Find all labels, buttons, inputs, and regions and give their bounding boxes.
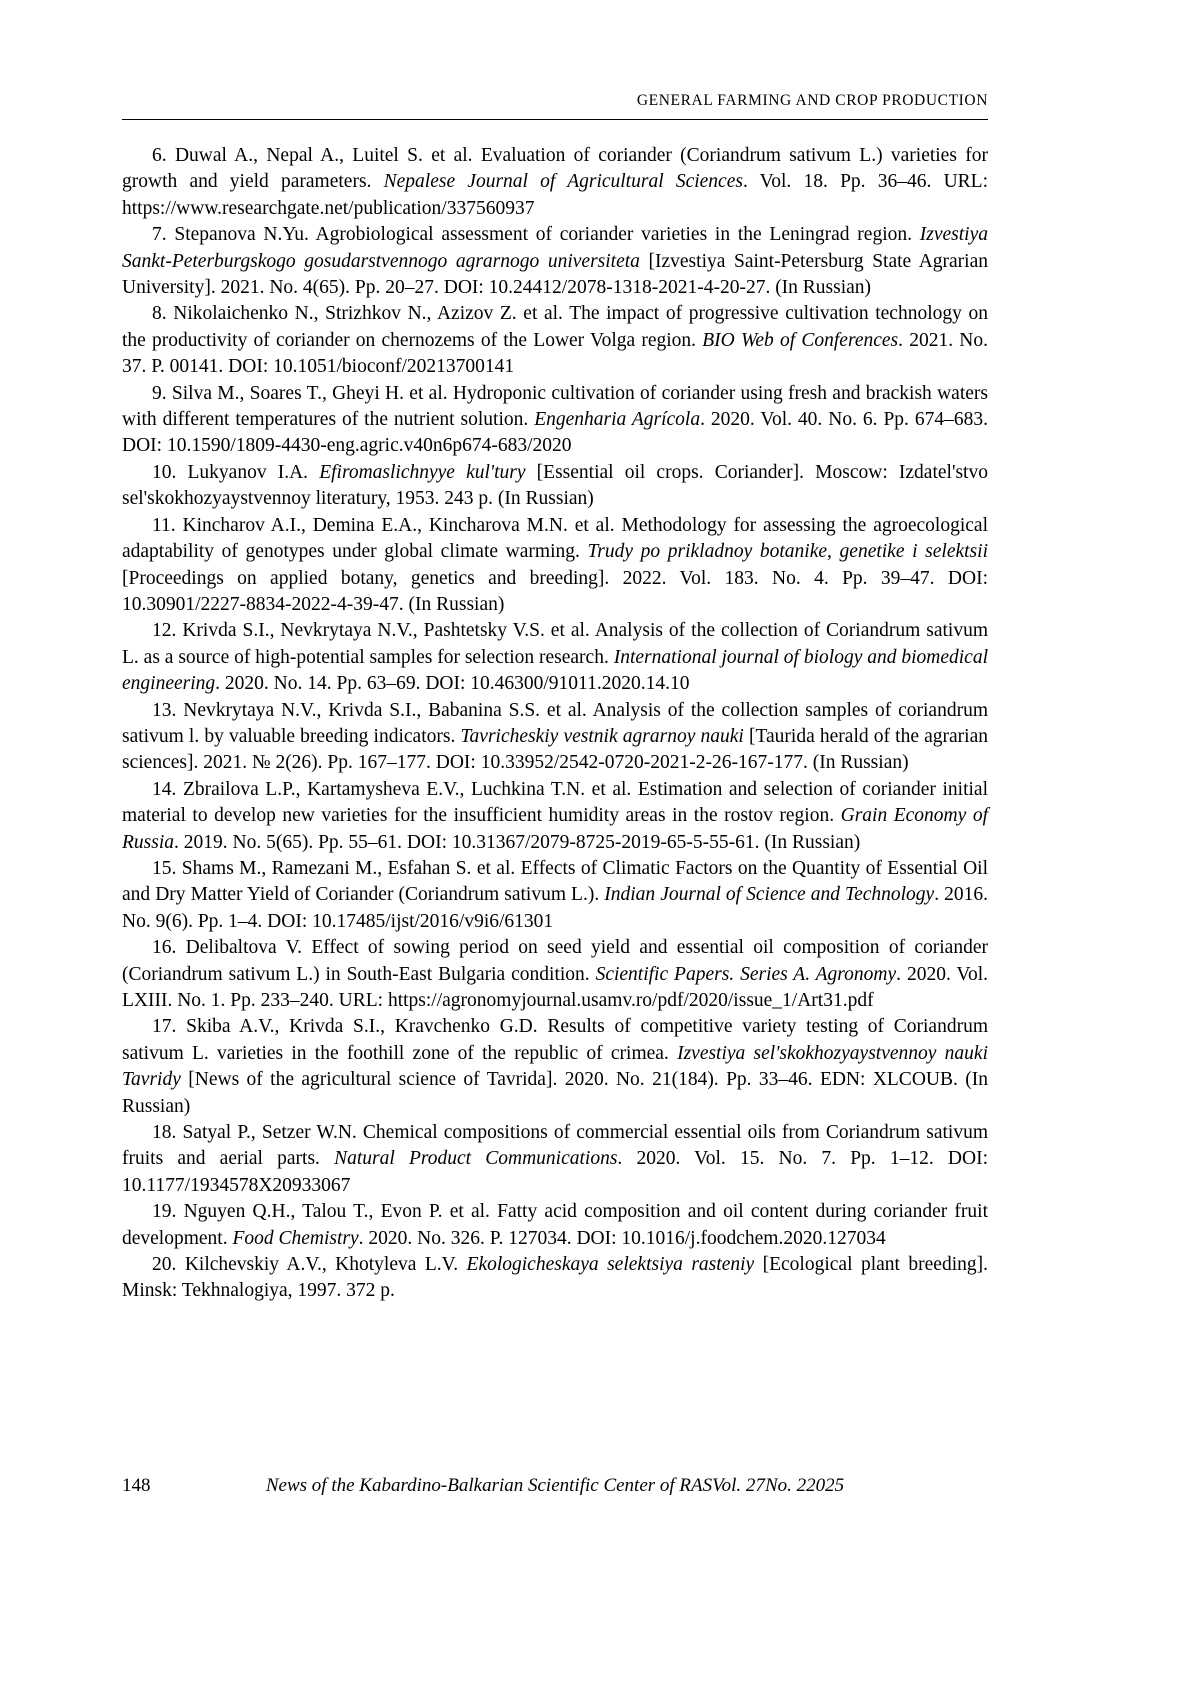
reference-text-segment: . 2019. No. 5(65). Pp. 55–61. DOI: 10.31367/2079-8725-2019-65-5-55-61. (In Russian) [174, 831, 861, 853]
reference-text-segment: [Essential oil crops. Coriander]. Moscow: Izdatel'stvo sel'skokhozyaystvennoy literatury, 1953. 243 p. (In Russian) [122, 461, 988, 510]
reference-source-title: Indian Journal of Science and Technology [604, 884, 935, 906]
reference-text-segment: 9. Silva M., Soares T., Gheyi H. et al. Hydroponic cultivation of coriander using fresh and brackish waters with different temperatures of the nutrient solution. [122, 382, 988, 431]
reference-source-title: Efiromaslichnyye kul'tury [319, 461, 526, 483]
reference-text-segment: 19. Nguyen Q.H., Talou T., Evon P. et al. Fatty acid composition and oil content during coriander fruit development. [122, 1201, 988, 1249]
reference-source-title: Food Chemistry [232, 1227, 359, 1249]
reference-source-title: International journal of biology and biomedical engineering [122, 646, 989, 695]
reference-item [122, 935, 988, 1014]
reference-item [122, 1252, 988, 1305]
reference-text-segment: 7. Stepanova N.Yu. Agrobiological assessment of coriander varieties in the Leningrad region. [152, 224, 920, 246]
reference-source-title: Scientific Papers. Series A. Agronomy [595, 963, 897, 985]
reference-text-segment: . Vol. 18. Pp. 36–46. URL: https://www.researchgate.net/publication/337560937 [122, 171, 989, 219]
references-list [122, 143, 988, 1305]
reference-source-title: Ekologicheskaya selektsiya rasteniy [466, 1254, 755, 1276]
reference-source-title: Izvestiya sel'skokhozyaystvennoy nauki Tavridy [122, 1042, 988, 1091]
reference-text-segment: . 2020. Vol. 15. No. 7. Pp. 1–12. DOI: 10.1177/1934578X20933067 [122, 1148, 988, 1196]
reference-text-segment: 6. Duwal A., Nepal A., Luitel S. et al. Evaluation of coriander (Coriandrum sativum L.) varieties for growth and yield parameters. [122, 145, 988, 193]
reference-text-segment: [Izvestiya Saint-Petersburg State Agrarian University]. 2021. No. 4(65). Pp. 20–27. DOI: 10.24412/2078-1318-2021-4-20-27. (In Russian) [122, 250, 989, 299]
journal-volume: Vol. 27 [712, 1475, 765, 1496]
reference-text-segment: [Ecological plant breeding]. Minsk: Tekhnalogiya, 1997. 372 p. [122, 1254, 988, 1302]
journal-issue: No. 2 [764, 1475, 807, 1496]
reference-item [122, 513, 988, 619]
reference-text-segment: 16. Delibaltova V. Effect of sowing period on seed yield and essential oil composition of coriander (Coriandrum sativum L.) in South-East Bulgaria condition. [122, 937, 988, 985]
reference-text-segment: . 2016. No. 9(6). Pp. 1–4. DOI: 10.17485/ijst/2016/v9i6/61301 [122, 884, 988, 932]
reference-source-title: Trudy po prikladnoy botanike, genetike i selektsii [587, 541, 988, 563]
reference-text-segment: 13. Nevkrytaya N.V., Krivda S.I., Babanina S.S. et al. Analysis of the collection samples of coriandrum sativum l. by valuable breeding indicators. [122, 699, 988, 747]
reference-text-segment: 18. Satyal P., Setzer W.N. Chemical compositions of commercial essential oils from Coriandrum sativum fruits and aerial parts. [122, 1122, 988, 1170]
page-number: 148 [122, 1475, 151, 1496]
reference-text-segment: . 2020. Vol. LXIII. No. 1. Pp. 233–240. URL: https://agronomyjournal.usamv.ro/pdf/2020/issue_1/Art31.pdf [122, 963, 988, 1011]
reference-source-title: Tavricheskiy vestnik agrarnoy nauki [460, 725, 744, 747]
reference-item [122, 1199, 988, 1252]
reference-item [122, 856, 988, 935]
reference-text-segment: . 2020. Vol. 40. No. 6. Pp. 674–683. DOI: 10.1590/1809-4430-eng.agric.v40n6p674-683/2020 [122, 409, 989, 457]
reference-text-segment: 11. Kincharov A.I., Demina E.A., Kincharova M.N. et al. Methodology for assessing the agroecological adaptability of genotypes under global climate warming. [122, 514, 988, 563]
reference-text-segment: . 2020. No. 14. Pp. 63–69. DOI: 10.46300/91011.2020.14.10 [215, 673, 690, 695]
reference-text-segment: 14. Zbrailova L.P., Kartamysheva E.V., Luchkina T.N. et al. Estimation and selection of coriander initial material to develop new varieties for the insufficient humidity areas in the rostov region. [122, 778, 988, 827]
reference-item [122, 301, 988, 380]
reference-item [122, 222, 988, 301]
reference-source-title: Grain Economy of Russia [122, 805, 988, 853]
page-footer [122, 1474, 988, 1498]
reference-source-title: Natural Product Communications [334, 1148, 618, 1170]
journal-year: 2025 [806, 1475, 845, 1496]
reference-text-segment: [News of the agricultural science of Tavrida]. 2020. No. 21(184). Pp. 33–46. EDN: XLCOUB. (In Russian) [122, 1069, 988, 1117]
reference-source-title: BIO Web of Conferences [702, 329, 899, 351]
reference-text-segment: 8. Nikolaichenko N., Strizhkov N., Azizov Z. et al. The impact of progressive cultivation technology on the productivity of coriander on chernozems of the Lower Volga region. [122, 303, 988, 351]
reference-text-segment: . 2021. No. 37. P. 00141. DOI: 10.1051/bioconf/20213700141 [122, 329, 988, 378]
reference-item [122, 777, 988, 856]
reference-item [122, 381, 988, 460]
reference-text-segment: 17. Skiba A.V., Krivda S.I., Kravchenko G.D. Results of competitive variety testing of Coriandrum sativum L. varieties in the foothill zone of the republic of crimea. [122, 1016, 988, 1064]
reference-source-title: Izvestiya Sankt-Peterburgskogo gosudarstvennogo agrarnogo universiteta [122, 224, 988, 272]
reference-text-segment: 10. Lukyanov I.A. [152, 461, 320, 483]
running-head: GENERAL FARMING AND CROP PRODUCTION [122, 92, 988, 120]
reference-source-title: Nepalese Journal of Agricultural Sciences [383, 171, 743, 193]
reference-item [122, 1014, 988, 1120]
reference-item [122, 698, 988, 777]
reference-text-segment: 12. Krivda S.I., Nevkrytaya N.V., Pashtetsky V.S. et al. Analysis of the collection of Coriandrum sativum L. as a source of high-potential samples for selection research. [122, 620, 988, 668]
journal-footer-line [122, 1474, 988, 1498]
reference-text-segment: [Proceedings on applied botany, genetics and breeding]. 2022. Vol. 183. No. 4. Pp. 39–47. DOI: 10.30901/2227-8834-2022-4-39-47. (In Russian) [122, 567, 988, 615]
reference-text-segment: 15. Shams M., Ramezani M., Esfahan S. et al. Effects of Climatic Factors on the Quantity of Essential Oil and Dry Matter Yield of Coriander (Coriandrum sativum L.). [122, 857, 988, 906]
reference-item [122, 460, 988, 513]
journal-title: News of the Kabardino-Balkarian Scientific Center of RAS [265, 1475, 713, 1496]
reference-item [122, 1120, 988, 1199]
reference-text-segment: . 2020. No. 326. P. 127034. DOI: 10.1016/j.foodchem.2020.127034 [358, 1227, 886, 1249]
reference-item [122, 143, 988, 222]
page-content [122, 92, 988, 1305]
reference-source-title: Engenharia Agrícola [534, 409, 701, 431]
reference-text-segment: 20. Kilchevskiy A.V., Khotyleva L.V. [152, 1254, 467, 1276]
reference-text-segment: [Taurida herald of the agrarian sciences]. 2021. № 2(26). Pp. 167–177. DOI: 10.33952/2542-0720-2021-2-26-167-177. (In Russian) [122, 725, 988, 774]
reference-item [122, 618, 988, 697]
